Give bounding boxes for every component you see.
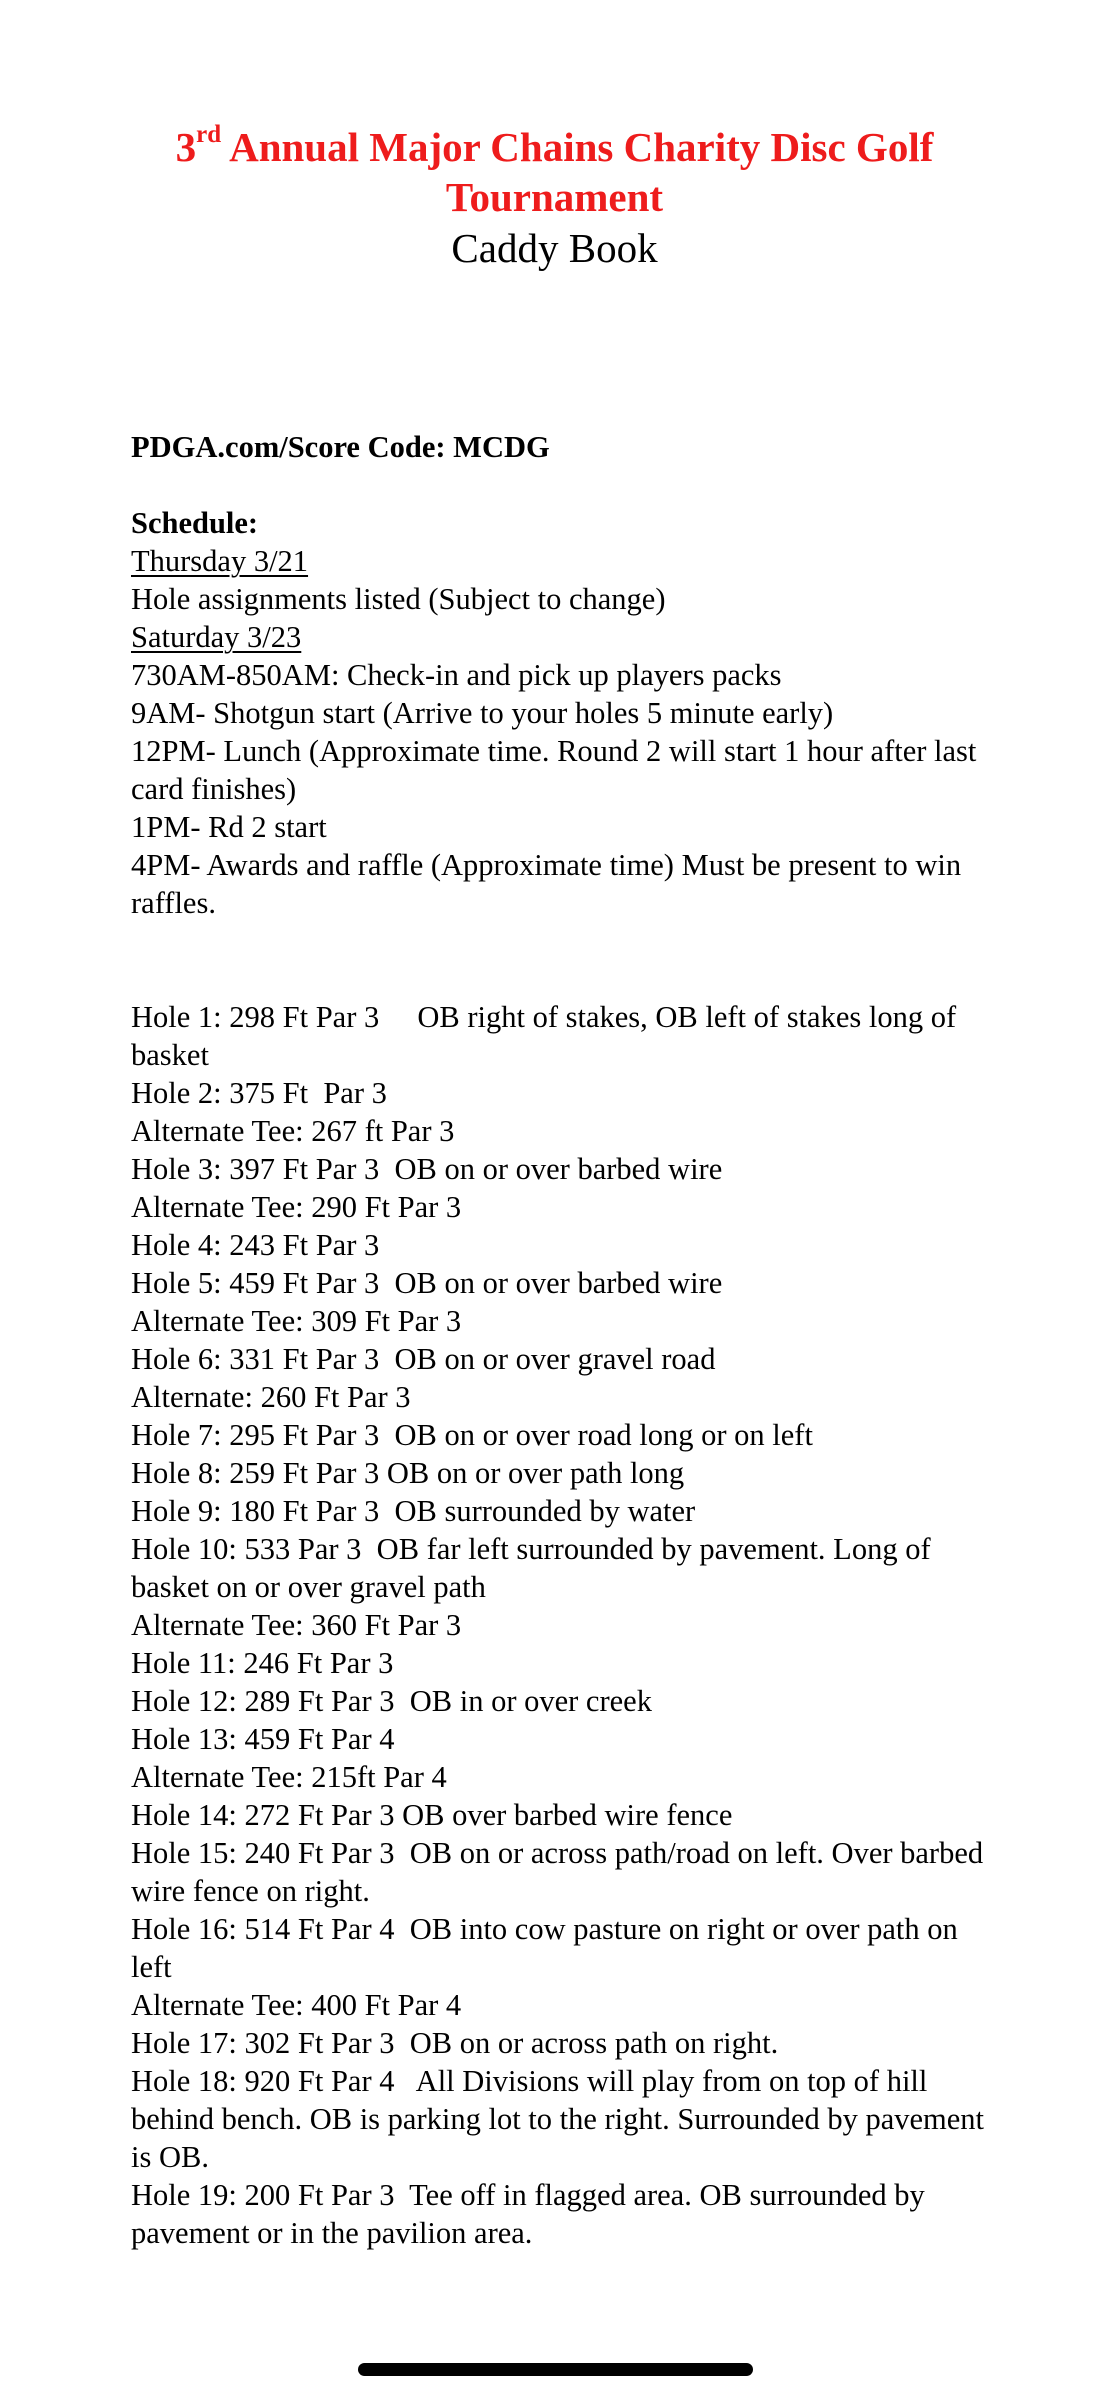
schedule-item: 9AM- Shotgun start (Arrive to your holes 5 minute early) — [131, 696, 834, 730]
title-ordinal-number: 3 — [175, 124, 197, 170]
document-body — [131, 428, 991, 2252]
hole-entry: Alternate: 260 Ft Par 3 — [131, 1380, 411, 1414]
hole-entry: Alternate Tee: 215ft Par 4 — [131, 1760, 447, 1794]
hole-list — [131, 998, 991, 2252]
hole-entry: Hole 1: 298 Ft Par 3 OB right of stakes, OB left of stakes long of basket — [131, 1000, 964, 1072]
hole-entry: Hole 13: 459 Ft Par 4 — [131, 1722, 395, 1756]
hole-entry: Alternate Tee: 360 Ft Par 3 — [131, 1608, 462, 1642]
spacer — [131, 922, 991, 998]
title-line-2: Tournament — [445, 174, 664, 220]
schedule-section — [131, 504, 991, 922]
hole-entry: Alternate Tee: 309 Ft Par 3 — [131, 1304, 462, 1338]
document-header — [0, 122, 1109, 274]
hole-entry: Hole 11: 246 Ft Par 3 — [131, 1646, 394, 1680]
hole-entry: Hole 3: 397 Ft Par 3 OB on or over barbed wire — [131, 1152, 723, 1186]
title-ordinal-suffix: rd — [196, 121, 222, 149]
schedule-item: 1PM- Rd 2 start — [131, 810, 327, 844]
hole-entry: Alternate Tee: 400 Ft Par 4 — [131, 1988, 462, 2022]
tournament-title — [0, 122, 1109, 222]
hole-entry: Hole 6: 331 Ft Par 3 OB on or over gravel road — [131, 1342, 716, 1376]
hole-entry: Hole 19: 200 Ft Par 3 Tee off in flagged area. OB surrounded by pavement or in the pavilion area. — [131, 2178, 933, 2250]
hole-entry: Hole 7: 295 Ft Par 3 OB on or over road long or on left — [131, 1418, 813, 1452]
schedule-item: 730AM-850AM: Check-in and pick up players packs — [131, 658, 782, 692]
schedule-day-thursday: Thursday 3/21 — [131, 544, 309, 578]
title-line-1: Annual Major Chains Charity Disc Golf — [221, 124, 934, 170]
hole-entry: Hole 10: 533 Par 3 OB far left surrounded by pavement. Long of basket on or over gravel path — [131, 1532, 939, 1604]
document-subtitle: Caddy Book — [451, 225, 658, 271]
hole-entry: Hole 16: 514 Ft Par 4 OB into cow pasture on right or over path on left — [131, 1912, 966, 1984]
spacer — [131, 466, 991, 504]
home-indicator-bar[interactable] — [358, 2363, 753, 2376]
hole-entry: Alternate Tee: 290 Ft Par 3 — [131, 1190, 462, 1224]
score-code: PDGA.com/Score Code: MCDG — [131, 430, 550, 464]
hole-entry: Hole 12: 289 Ft Par 3 OB in or over creek — [131, 1684, 652, 1718]
schedule-item: Hole assignments listed (Subject to change) — [131, 582, 666, 616]
hole-entry: Hole 2: 375 Ft Par 3 — [131, 1076, 387, 1110]
hole-entry: Hole 17: 302 Ft Par 3 OB on or across path on right. — [131, 2026, 779, 2060]
schedule-item: 12PM- Lunch (Approximate time. Round 2 will start 1 hour after last card finishes) — [131, 734, 985, 806]
schedule-day-saturday: Saturday 3/23 — [131, 620, 302, 654]
hole-entry: Hole 18: 920 Ft Par 4 All Divisions will play from on top of hill behind bench. OB is parking lot to the right. Surrounded by pavement is OB. — [131, 2064, 992, 2174]
hole-entry: Alternate Tee: 267 ft Par 3 — [131, 1114, 455, 1148]
hole-entry: Hole 8: 259 Ft Par 3 OB on or over path long — [131, 1456, 685, 1490]
schedule-heading: Schedule: — [131, 506, 259, 540]
hole-entry: Hole 5: 459 Ft Par 3 OB on or over barbed wire — [131, 1266, 723, 1300]
hole-entry: Hole 15: 240 Ft Par 3 OB on or across path/road on left. Over barbed wire fence on right. — [131, 1836, 991, 1908]
hole-entry: Hole 9: 180 Ft Par 3 OB surrounded by water — [131, 1494, 696, 1528]
hole-entry: Hole 14: 272 Ft Par 3 OB over barbed wire fence — [131, 1798, 733, 1832]
hole-entry: Hole 4: 243 Ft Par 3 — [131, 1228, 380, 1262]
schedule-item: 4PM- Awards and raffle (Approximate time) Must be present to win raffles. — [131, 848, 969, 920]
